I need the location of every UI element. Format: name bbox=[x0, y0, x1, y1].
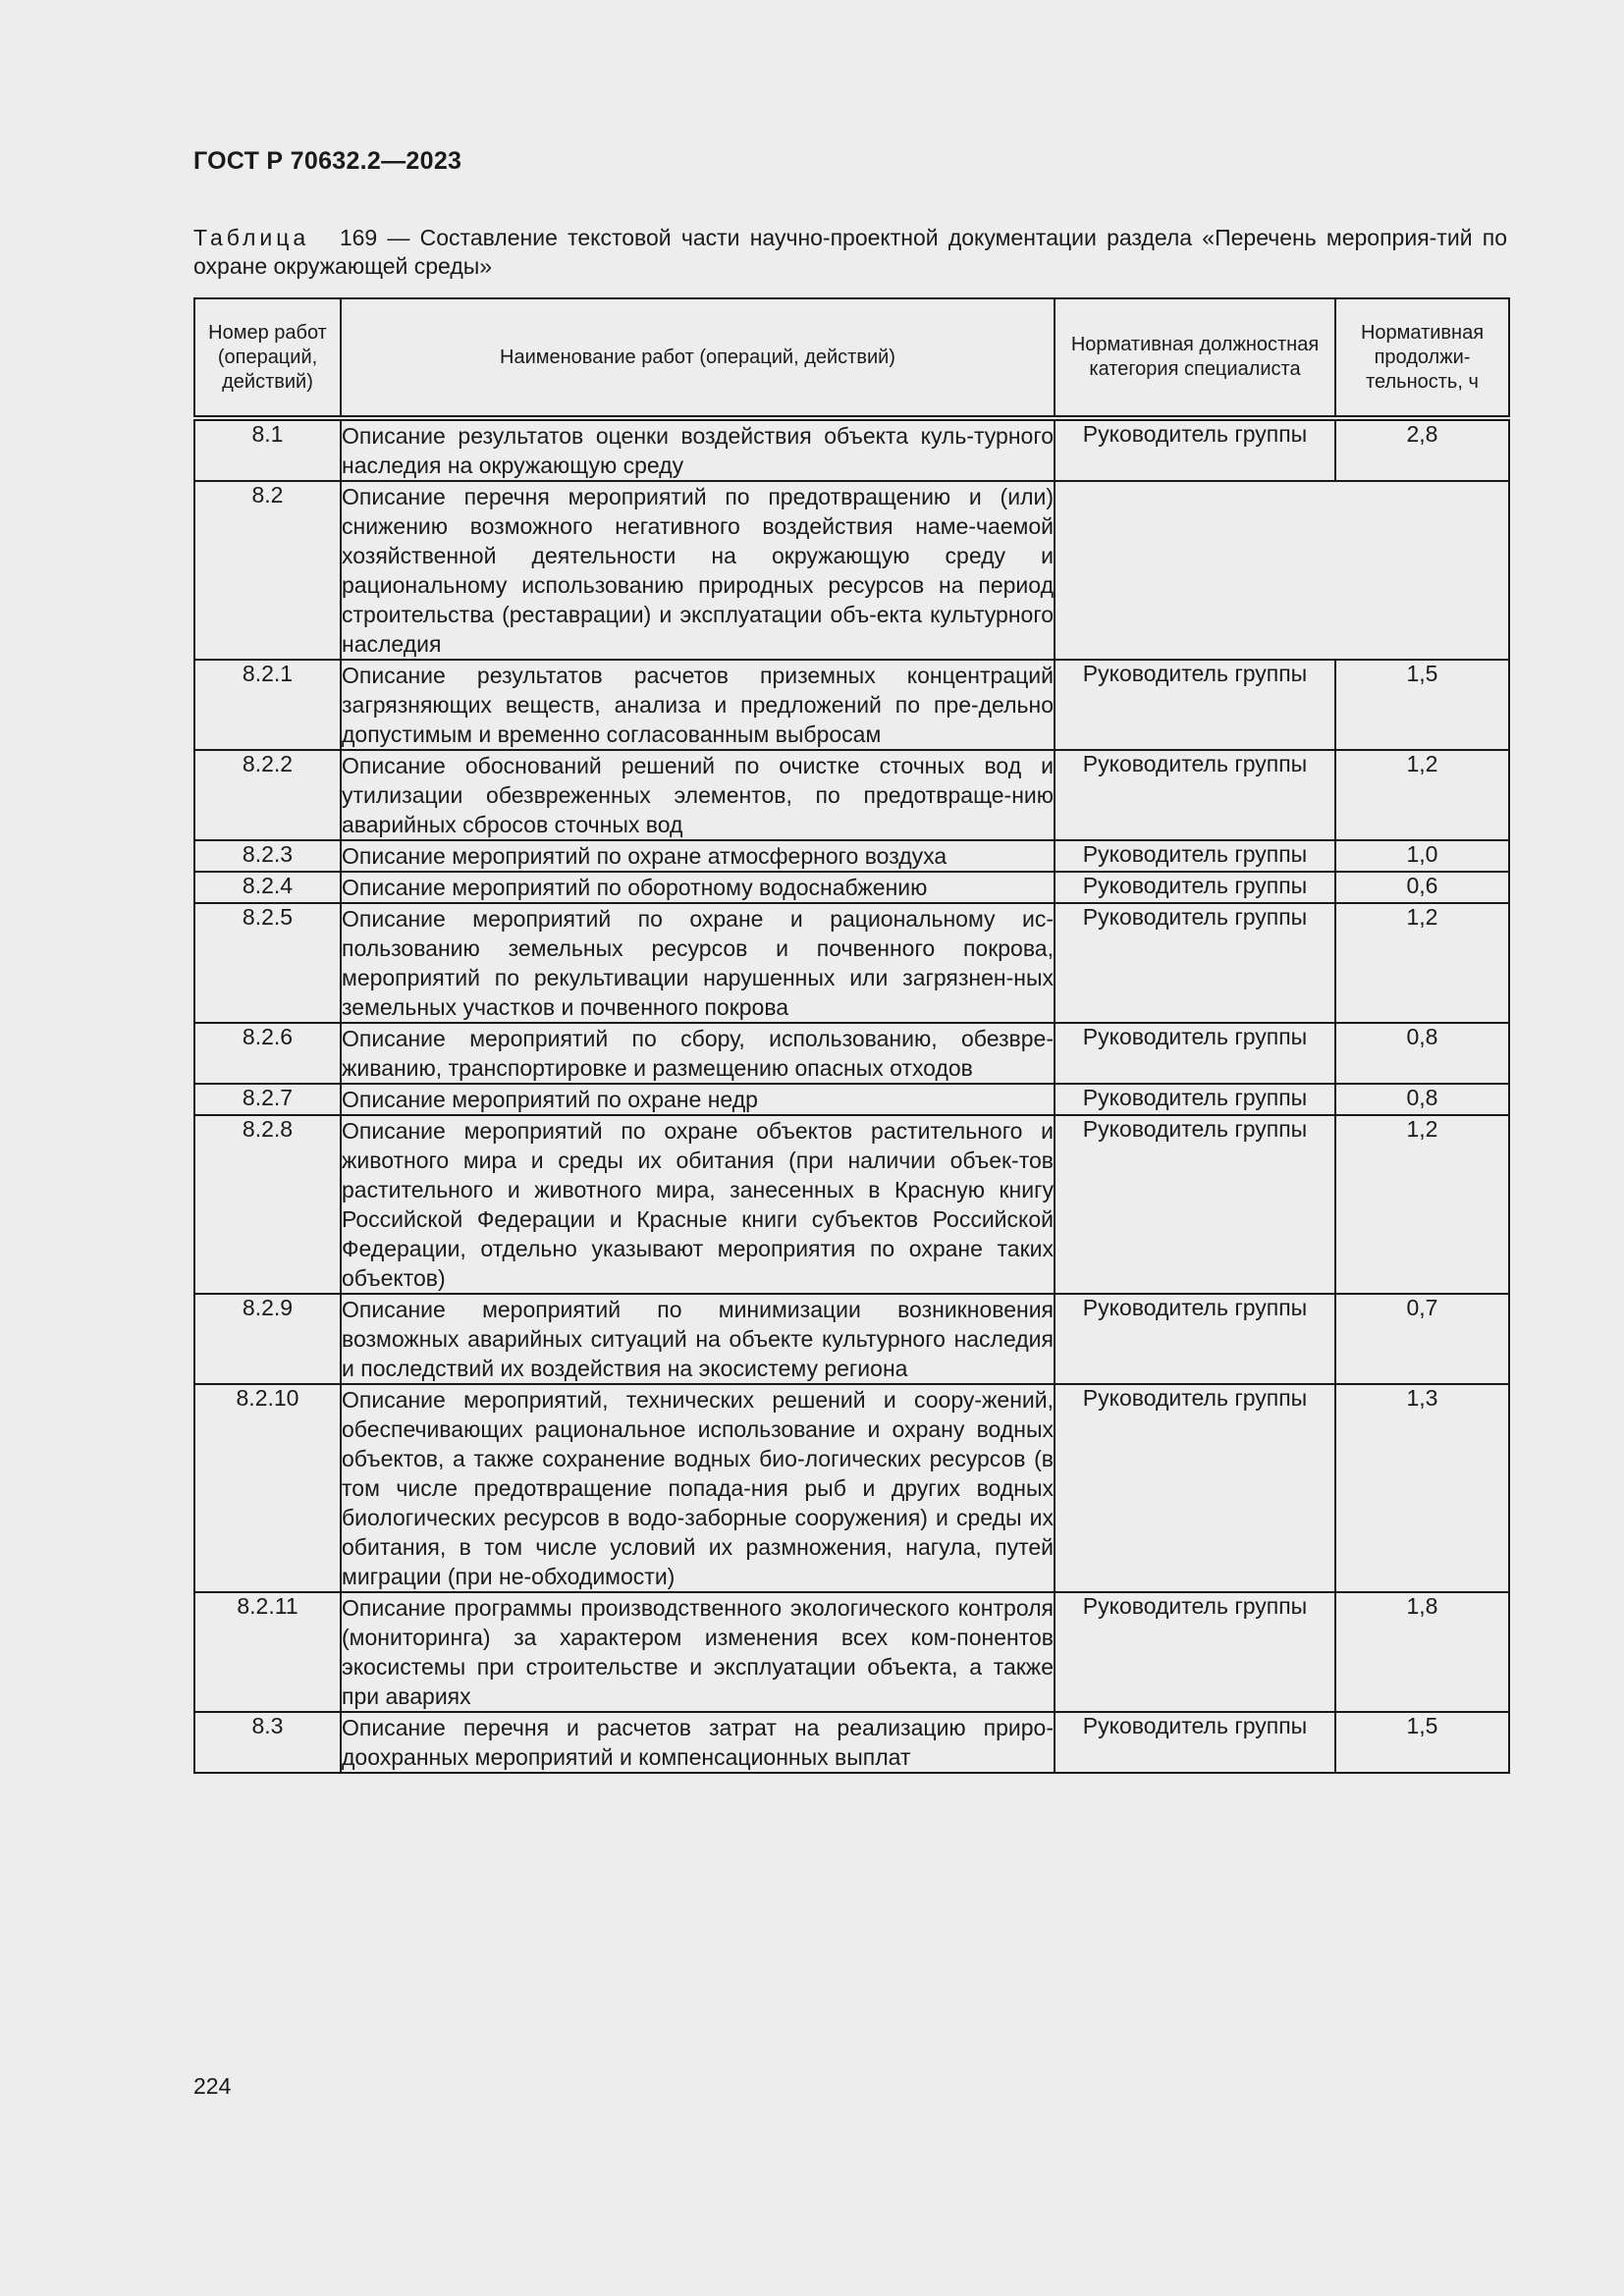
row-duration: 1,2 bbox=[1335, 903, 1509, 1023]
row-empty-cell bbox=[1055, 481, 1509, 660]
row-number: 8.1 bbox=[194, 418, 341, 481]
column-header-name: Наименование работ (операций, действий) bbox=[341, 298, 1055, 418]
caption-label: Таблица bbox=[193, 225, 310, 250]
row-category: Руководитель группы bbox=[1055, 750, 1335, 840]
document-number: ГОСТ Р 70632.2—2023 bbox=[193, 147, 462, 175]
column-header-category: Нормативная должностная категория специалиста bbox=[1055, 298, 1335, 418]
row-number: 8.2 bbox=[194, 481, 341, 660]
row-duration: 2,8 bbox=[1335, 418, 1509, 481]
row-work-name: Описание программы производственного экологического контроля (мониторинга) за характером изменения всех ком-понентов экосистемы при строительстве и эксплуатации объекта, а также при авариях bbox=[341, 1592, 1055, 1712]
row-category: Руководитель группы bbox=[1055, 1115, 1335, 1294]
table-row bbox=[194, 660, 1509, 750]
row-number: 8.3 bbox=[194, 1712, 341, 1773]
table-row bbox=[194, 1115, 1509, 1294]
row-number: 8.2.2 bbox=[194, 750, 341, 840]
row-number: 8.2.11 bbox=[194, 1592, 341, 1712]
table-row bbox=[194, 1384, 1509, 1592]
row-work-name: Описание результатов оценки воздействия объекта куль-турного наследия на окружающую среду bbox=[341, 418, 1055, 481]
row-work-name: Описание мероприятий по охране объектов растительного и животного мира и среды их обитания (при наличии объек-тов растительного и животного мира, занесенных в Красную книгу Российской Федерации и Красные книги субъектов Российской Федерации, отдельно указывают мероприятия по охране таких объектов) bbox=[341, 1115, 1055, 1294]
row-number: 8.2.4 bbox=[194, 872, 341, 903]
row-category: Руководитель группы bbox=[1055, 1712, 1335, 1773]
row-duration: 1,2 bbox=[1335, 750, 1509, 840]
row-work-name: Описание мероприятий по охране недр bbox=[341, 1084, 1055, 1115]
row-number: 8.2.5 bbox=[194, 903, 341, 1023]
page-number: 224 bbox=[193, 2073, 232, 2099]
table-row bbox=[194, 750, 1509, 840]
row-work-name: Описание мероприятий, технических решений и соору-жений, обеспечивающих рациональное использование и охрану водных объектов, а также сохранение водных био-логических ресурсов (в том числе предотвращение попада-ния рыб и других водных биологических ресурсов в водо-заборные сооружения) и среды их обитания, в том числе условий их размножения, нагула, путей миграции (при не-обходимости) bbox=[341, 1384, 1055, 1592]
row-category: Руководитель группы bbox=[1055, 840, 1335, 872]
table-row bbox=[194, 872, 1509, 903]
row-duration: 1,5 bbox=[1335, 1712, 1509, 1773]
row-duration: 0,6 bbox=[1335, 872, 1509, 903]
works-table bbox=[193, 297, 1510, 1774]
row-duration: 0,7 bbox=[1335, 1294, 1509, 1384]
row-work-name: Описание мероприятий по охране атмосферного воздуха bbox=[341, 840, 1055, 872]
row-work-name: Описание перечня мероприятий по предотвращению и (или) снижению возможного негативного воздействия наме-чаемой хозяйственной деятельности на окружающую среду и рациональному использованию природных ресурсов на период строительства (реставрации) и эксплуатации объ-екта культурного наследия bbox=[341, 481, 1055, 660]
row-category: Руководитель группы bbox=[1055, 872, 1335, 903]
row-category: Руководитель группы bbox=[1055, 903, 1335, 1023]
row-number: 8.2.8 bbox=[194, 1115, 341, 1294]
table-header-row bbox=[194, 298, 1509, 418]
row-number: 8.2.10 bbox=[194, 1384, 341, 1592]
row-number: 8.2.7 bbox=[194, 1084, 341, 1115]
row-duration: 1,2 bbox=[1335, 1115, 1509, 1294]
row-duration: 1,5 bbox=[1335, 660, 1509, 750]
table-body bbox=[194, 418, 1509, 1773]
table-row bbox=[194, 840, 1509, 872]
row-number: 8.2.3 bbox=[194, 840, 341, 872]
row-work-name: Описание мероприятий по сбору, использованию, обезвре-живанию, транспортировке и размещению опасных отходов bbox=[341, 1023, 1055, 1084]
row-work-name: Описание результатов расчетов приземных концентраций загрязняющих веществ, анализа и предложений по пре-дельно допустимым и временно согласованным выбросам bbox=[341, 660, 1055, 750]
row-duration: 0,8 bbox=[1335, 1084, 1509, 1115]
row-duration: 0,8 bbox=[1335, 1023, 1509, 1084]
row-duration: 1,8 bbox=[1335, 1592, 1509, 1712]
row-category: Руководитель группы bbox=[1055, 1023, 1335, 1084]
column-header-number: Номер работ (операций, действий) bbox=[194, 298, 341, 418]
table-row bbox=[194, 418, 1509, 481]
row-duration: 1,0 bbox=[1335, 840, 1509, 872]
table-row bbox=[194, 903, 1509, 1023]
row-work-name: Описание мероприятий по минимизации возникновения возможных аварийных ситуаций на объекте культурного наследия и последствий их воздействия на экосистему региона bbox=[341, 1294, 1055, 1384]
row-number: 8.2.6 bbox=[194, 1023, 341, 1084]
table-row bbox=[194, 1294, 1509, 1384]
row-category: Руководитель группы bbox=[1055, 1384, 1335, 1592]
column-header-duration: Нормативная продолжи-тельность, ч bbox=[1335, 298, 1509, 418]
row-category: Руководитель группы bbox=[1055, 1294, 1335, 1384]
row-category: Руководитель группы bbox=[1055, 418, 1335, 481]
row-work-name: Описание обоснований решений по очистке сточных вод и утилизации обезвреженных элементов, по предотвраще-нию аварийных сбросов сточных вод bbox=[341, 750, 1055, 840]
table-row bbox=[194, 1712, 1509, 1773]
table-row bbox=[194, 481, 1509, 660]
row-category: Руководитель группы bbox=[1055, 660, 1335, 750]
row-category: Руководитель группы bbox=[1055, 1592, 1335, 1712]
row-work-name: Описание мероприятий по охране и рациональному ис-пользованию земельных ресурсов и почвенного покрова, мероприятий по рекультивации нарушенных или загрязнен-ных земельных участков и почвенного покрова bbox=[341, 903, 1055, 1023]
row-number: 8.2.1 bbox=[194, 660, 341, 750]
row-work-name: Описание перечня и расчетов затрат на реализацию приро-доохранных мероприятий и компенсационных выплат bbox=[341, 1712, 1055, 1773]
table-row bbox=[194, 1023, 1509, 1084]
row-work-name: Описание мероприятий по оборотному водоснабжению bbox=[341, 872, 1055, 903]
row-category: Руководитель группы bbox=[1055, 1084, 1335, 1115]
row-duration: 1,3 bbox=[1335, 1384, 1509, 1592]
table-caption bbox=[193, 224, 1507, 281]
row-number: 8.2.9 bbox=[194, 1294, 341, 1384]
table-row bbox=[194, 1592, 1509, 1712]
caption-text: 169 — Составление текстовой части научно-проектной документации раздела «Перечень мероприя-тий по охране окружающей среды» bbox=[193, 225, 1507, 279]
table-row bbox=[194, 1084, 1509, 1115]
